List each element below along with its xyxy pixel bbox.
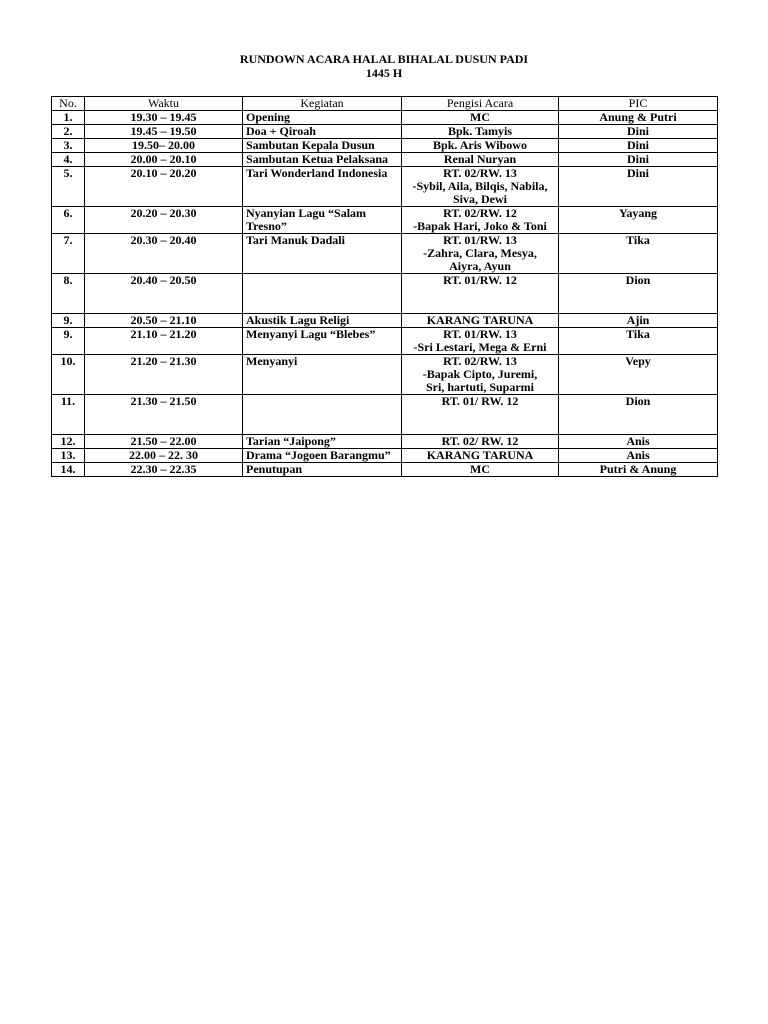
cell-no: 5. bbox=[52, 167, 85, 207]
table-row bbox=[52, 234, 718, 274]
rundown-table bbox=[51, 96, 718, 477]
pengisi-main: RT. 02/RW. 13 bbox=[443, 166, 517, 180]
cell-no: 1. bbox=[52, 111, 85, 125]
cell-pic: Dini bbox=[559, 153, 718, 167]
cell-no: 9. bbox=[52, 314, 85, 328]
cell-waktu: 20.20 – 20.30 bbox=[85, 207, 243, 234]
cell-pengisi-acara: MC bbox=[402, 463, 559, 477]
cell-pic: Putri & Anung bbox=[559, 463, 718, 477]
cell-waktu: 21.20 – 21.30 bbox=[85, 355, 243, 395]
cell-kegiatan: Doa + Qiroah bbox=[243, 125, 402, 139]
cell-waktu: 21.10 – 21.20 bbox=[85, 328, 243, 355]
cell-pengisi-acara: MC bbox=[402, 111, 559, 125]
cell-pengisi-acara bbox=[402, 234, 559, 274]
cell-pic: Tika bbox=[559, 328, 718, 355]
cell-no: 6. bbox=[52, 207, 85, 234]
cell-no: 7. bbox=[52, 234, 85, 274]
cell-pic: Dini bbox=[559, 139, 718, 153]
table-row bbox=[52, 207, 718, 234]
pengisi-detail: -Zahra, Clara, Mesya, bbox=[423, 246, 537, 260]
cell-pengisi-acara bbox=[402, 355, 559, 395]
pengisi-main: RT. 01/RW. 13 bbox=[443, 233, 517, 247]
cell-no: 14. bbox=[52, 463, 85, 477]
cell-no: 8. bbox=[52, 274, 85, 314]
cell-pic: Anis bbox=[559, 435, 718, 449]
pengisi-detail: -Bapak Cipto, Juremi, bbox=[422, 367, 538, 381]
table-row bbox=[52, 395, 718, 435]
table-row bbox=[52, 328, 718, 355]
cell-pic: Dini bbox=[559, 125, 718, 139]
cell-no: 4. bbox=[52, 153, 85, 167]
cell-pengisi-acara: RT. 01/ RW. 12 bbox=[402, 395, 559, 435]
pengisi-detail: -Bapak Hari, Joko & Toni bbox=[413, 219, 547, 233]
cell-kegiatan: Sambutan Ketua Pelaksana bbox=[243, 153, 402, 167]
document-title bbox=[0, 52, 768, 80]
cell-waktu: 20.10 – 20.20 bbox=[85, 167, 243, 207]
cell-waktu: 22.00 – 22. 30 bbox=[85, 449, 243, 463]
cell-pic: Ajin bbox=[559, 314, 718, 328]
table-header-row bbox=[52, 97, 718, 111]
cell-pengisi-acara: KARANG TARUNA bbox=[402, 314, 559, 328]
table-row bbox=[52, 111, 718, 125]
cell-pic: Anis bbox=[559, 449, 718, 463]
pengisi-detail: -Sri Lestari, Mega & Erni bbox=[413, 340, 547, 354]
table-row bbox=[52, 153, 718, 167]
table-row bbox=[52, 435, 718, 449]
cell-no: 10. bbox=[52, 355, 85, 395]
cell-waktu: 20.00 – 20.10 bbox=[85, 153, 243, 167]
cell-pic: Yayang bbox=[559, 207, 718, 234]
cell-pengisi-acara: RT. 01/RW. 12 bbox=[402, 274, 559, 314]
cell-pic: Dini bbox=[559, 167, 718, 207]
table-row bbox=[52, 355, 718, 395]
pengisi-detail: Sri, hartuti, Suparmi bbox=[425, 380, 534, 394]
pengisi-main: RT. 02/RW. 13 bbox=[443, 354, 517, 368]
cell-kegiatan: Sambutan Kepala Dusun bbox=[243, 139, 402, 153]
title-line-2: 1445 H bbox=[365, 66, 403, 80]
cell-kegiatan: Menyanyi Lagu “Blebes” bbox=[243, 328, 402, 355]
cell-waktu: 21.30 – 21.50 bbox=[85, 395, 243, 435]
cell-pic: Dion bbox=[559, 274, 718, 314]
cell-waktu: 19.45 – 19.50 bbox=[85, 125, 243, 139]
table-row bbox=[52, 463, 718, 477]
cell-kegiatan: Tari Manuk Dadali bbox=[243, 234, 402, 274]
header-pic: PIC bbox=[559, 97, 718, 111]
cell-pengisi-acara: KARANG TARUNA bbox=[402, 449, 559, 463]
cell-pic: Dion bbox=[559, 395, 718, 435]
header-kegiatan: Kegiatan bbox=[243, 97, 402, 111]
pengisi-detail: Siva, Dewi bbox=[453, 192, 507, 206]
cell-kegiatan: Akustik Lagu Religi bbox=[243, 314, 402, 328]
header-waktu: Waktu bbox=[85, 97, 243, 111]
header-pengisi-acara: Pengisi Acara bbox=[402, 97, 559, 111]
cell-pengisi-acara: Renal Nuryan bbox=[402, 153, 559, 167]
cell-no: 9. bbox=[52, 328, 85, 355]
cell-pengisi-acara bbox=[402, 207, 559, 234]
table-row bbox=[52, 314, 718, 328]
pengisi-detail: Aiyra, Ayun bbox=[449, 259, 511, 273]
table-row bbox=[52, 274, 718, 314]
pengisi-main: RT. 01/RW. 13 bbox=[443, 327, 517, 341]
table-row bbox=[52, 449, 718, 463]
cell-pic: Vepy bbox=[559, 355, 718, 395]
cell-kegiatan: Tarian “Jaipong” bbox=[243, 435, 402, 449]
cell-no: 12. bbox=[52, 435, 85, 449]
cell-pic: Tika bbox=[559, 234, 718, 274]
cell-waktu: 19.50– 20.00 bbox=[85, 139, 243, 153]
pengisi-main: RT. 02/RW. 12 bbox=[443, 206, 517, 220]
cell-no: 3. bbox=[52, 139, 85, 153]
cell-kegiatan bbox=[243, 395, 402, 435]
cell-no: 2. bbox=[52, 125, 85, 139]
table-row bbox=[52, 125, 718, 139]
cell-pengisi-acara bbox=[402, 328, 559, 355]
cell-kegiatan: Tari Wonderland Indonesia bbox=[243, 167, 402, 207]
cell-waktu: 20.30 – 20.40 bbox=[85, 234, 243, 274]
cell-waktu: 20.40 – 20.50 bbox=[85, 274, 243, 314]
cell-waktu: 22.30 – 22.35 bbox=[85, 463, 243, 477]
cell-kegiatan: Drama “Jogoen Barangmu” bbox=[243, 449, 402, 463]
title-line-1: RUNDOWN ACARA HALAL BIHALAL DUSUN PADI bbox=[239, 52, 529, 66]
cell-kegiatan bbox=[243, 274, 402, 314]
cell-pengisi-acara bbox=[402, 167, 559, 207]
cell-kegiatan: Nyanyian Lagu “Salam Tresno” bbox=[243, 207, 402, 234]
cell-waktu: 21.50 – 22.00 bbox=[85, 435, 243, 449]
cell-pengisi-acara: Bpk. Tamyis bbox=[402, 125, 559, 139]
pengisi-detail: -Sybil, Aila, Bilqis, Nabila, bbox=[412, 179, 548, 193]
header-no: No. bbox=[52, 97, 85, 111]
table-row bbox=[52, 139, 718, 153]
cell-pengisi-acara: Bpk. Aris Wibowo bbox=[402, 139, 559, 153]
cell-no: 11. bbox=[52, 395, 85, 435]
cell-pic: Anung & Putri bbox=[559, 111, 718, 125]
cell-waktu: 20.50 – 21.10 bbox=[85, 314, 243, 328]
cell-no: 13. bbox=[52, 449, 85, 463]
cell-kegiatan: Penutupan bbox=[243, 463, 402, 477]
cell-kegiatan: Opening bbox=[243, 111, 402, 125]
cell-pengisi-acara: RT. 02/ RW. 12 bbox=[402, 435, 559, 449]
cell-waktu: 19.30 – 19.45 bbox=[85, 111, 243, 125]
cell-kegiatan: Menyanyi bbox=[243, 355, 402, 395]
table-row bbox=[52, 167, 718, 207]
